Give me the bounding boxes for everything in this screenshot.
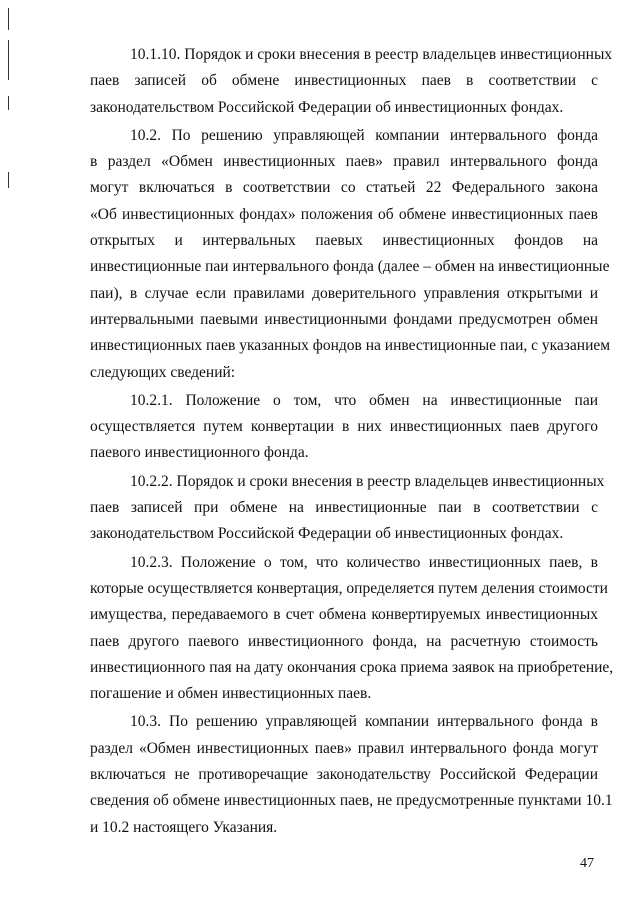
text-line: интервальными паевыми инвестиционными фондами предусмотрен обмен [90,310,598,328]
paragraph-10-3 [90,709,613,840]
text-line: 10.1.10. Порядок и сроки внесения в реестр владельцев инвестиционных [130,46,613,63]
text-line: «Об инвестиционных фондах» положения об обмене инвестиционных паев [90,205,598,223]
scan-mark [8,8,9,30]
text-line: открытых и интервальных паевых инвестиционных фондов на [90,232,598,250]
text-line: паев другого паевого инвестиционного фонда, на расчетную стоимость [90,632,598,650]
paragraph-10-2-2 [90,469,605,548]
text-line: 10.2.3. Положение о том, что количество инвестиционных паев, в [130,553,598,571]
scan-mark [8,172,9,188]
text-line: паевого инвестиционного фонда. [90,444,309,462]
paragraph-10-2 [90,123,611,386]
text-line: 10.2.1. Положение о том, что обмен на инвестиционные паи [130,391,598,409]
text-line: которые осуществляется конвертация, определяется путем деления стоимости [90,579,608,597]
text-line: законодательством Российской Федерации об инвестиционных фондах. [90,98,564,116]
text-line: инвестиционного пая на дату окончания срока приема заявок на приобретение, [90,658,614,676]
text-line: 10.3. По решению управляющей компании интервального фонда в [130,713,598,731]
text-line: паев записей при обмене на инвестиционные паи в соответствии с [90,499,598,517]
document-body [90,42,614,841]
text-line: включаться не противоречащие законодательству Российской Федерации [90,766,598,784]
text-line: в раздел «Обмен инвестиционных паев» правил интервального фонда [90,153,598,171]
text-line: инвестиционных паев указанных фондов на инвестиционные паи, с указанием [90,337,611,355]
text-line: осуществляется путем конвертации в них инвестиционных паев другого [90,418,598,436]
scan-mark [8,40,9,80]
text-line: следующих сведений: [90,363,236,381]
page-number: 47 [580,856,594,871]
text-line: погашение и обмен инвестиционных паев. [90,685,372,703]
text-line: и 10.2 настоящего Указания. [90,818,278,836]
text-line: паи), в случае если правилами доверительного управления открытыми и [90,284,598,302]
paragraph-10-1-10 [90,42,613,121]
text-line: сведения об обмене инвестиционных паев, не предусмотренные пунктами 10.1 [90,792,613,810]
paragraph-10-2-1 [90,388,598,467]
text-line: 10.2.2. Порядок и сроки внесения в реестр владельцев инвестиционных [130,472,605,490]
scan-mark [8,96,9,110]
text-line: могут включаться в соответствии со статьей 22 Федерального закона [90,179,598,197]
text-line: инвестиционные паи интервального фонда (далее – обмен на инвестиционные [90,258,610,276]
text-line: паев записей об обмене инвестиционных паев в соответствии с [90,72,598,90]
text-line: имущества, передаваемого в счет обмена конвертируемых инвестиционных [90,606,598,624]
paragraph-10-2-3 [90,550,614,708]
text-line: законодательством Российской Федерации об инвестиционных фондах. [90,525,564,543]
text-line: раздел «Обмен инвестиционных паев» правил интервального фонда могут [90,739,598,757]
text-line: 10.2. По решению управляющей компании интервального фонда [130,126,598,144]
